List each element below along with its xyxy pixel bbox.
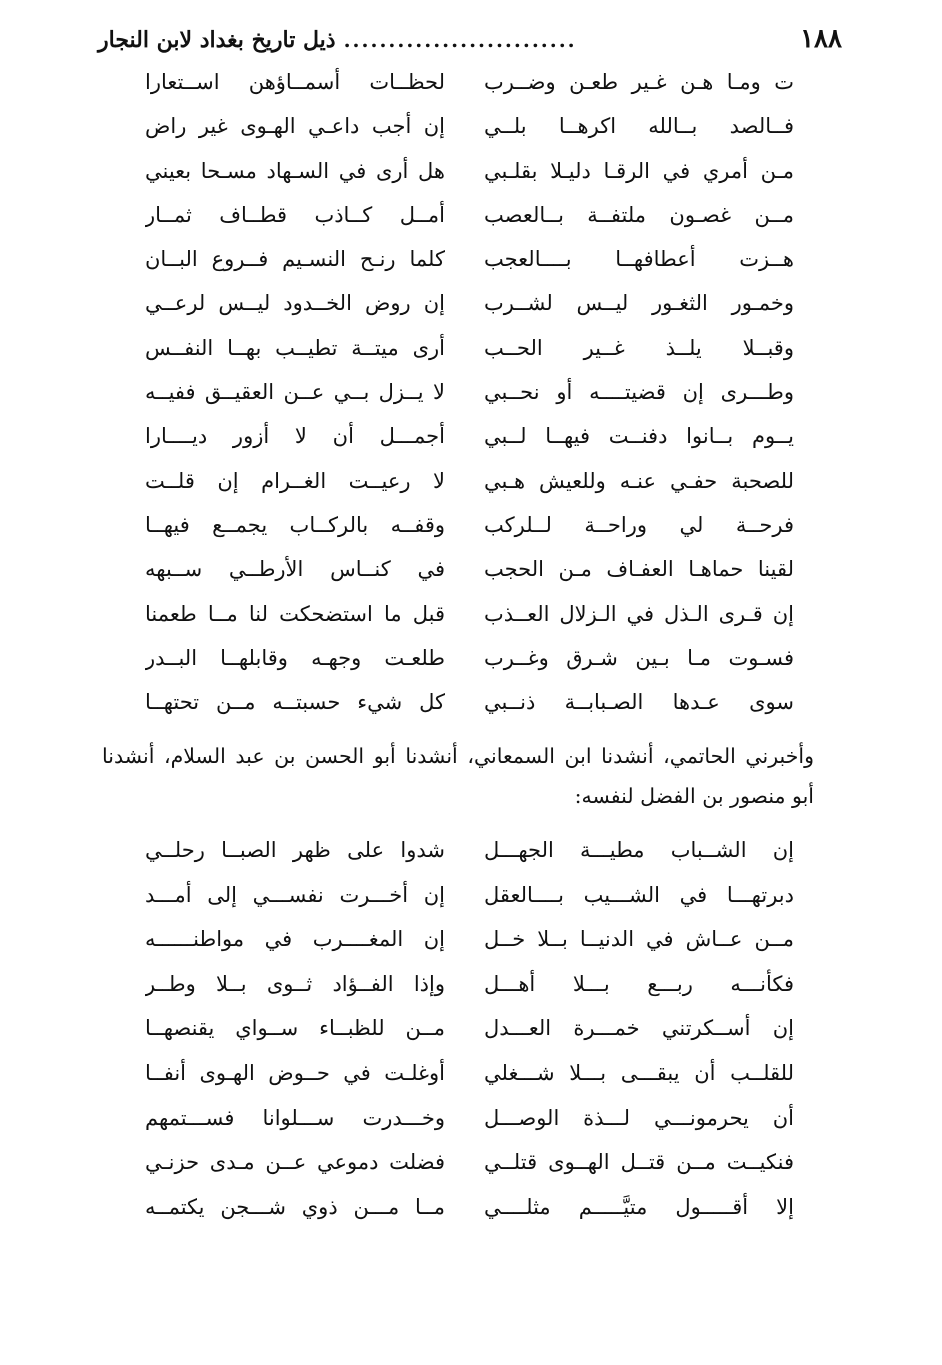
first-hemistich: وخـــدرت ســـلوانا فســـتمهم [145,1105,445,1130]
first-hemistich: وإذا الفــؤاد ثــوى بــلا وطــر [145,971,445,996]
verse [0,106,942,150]
first-hemistich: مــا مـــن ذوي شـــجن يكتمــه [145,1194,445,1219]
second-hemistich: فرحــة لي وراحــة لــلركب [484,512,794,537]
second-hemistich: فــالصد بــالله اكرهــا بلــي [484,114,794,139]
second-hemistich: ت ومـا هـن غـير طعـن وضــرب [484,70,794,94]
verse [0,964,942,1009]
verse [0,328,942,372]
first-hemistich: أمــل كــاذب قطــاف ثمــار [145,202,445,227]
verse [0,372,942,416]
second-hemistich: فسـوت مـا بـين شـرق وغــرب [484,645,794,670]
first-hemistich: في كنــاس الأرطــي ســبهه [145,557,445,582]
verse [0,1142,942,1187]
first-hemistich: فضلت دموعي عــن مـدى حزنـي [145,1150,445,1175]
poem-block-2 [0,830,942,1231]
prose-paragraph [102,736,814,816]
first-hemistich: كل شيء حسبتــه مــن تحتهــا [145,690,445,715]
verse [0,505,942,549]
verse [0,416,942,460]
first-hemistich: أرى ميتــة تطيــب بهــا النفــس [145,335,445,360]
verse [0,461,942,505]
second-hemistich: للصحبة حفـي عنـه وللعيش هـبي [484,468,794,493]
prose-line: وأخبرني الحاتمي، أنشدنا ابن السمعاني، أنشدنا أبو الحسن بن عبد السلام، أنشدنا [102,744,814,768]
second-hemistich: فنكيــت مــن قتــل الهــوى قتلــي [484,1150,794,1175]
second-hemistich: لقينا حماهـا العفـاف مـن الحجب [484,557,794,582]
second-hemistich: يــوم بــانوا دفنــت فيهــا لــبي [484,424,794,449]
first-hemistich: شدوا على ظهر الصبــا رحلــي [145,838,445,862]
second-hemistich: أن يحرمونـــي لـــذة الوصـــل [484,1105,794,1130]
verse [0,239,942,283]
first-hemistich: كلما رنـح النسـيم فــروع البــان [145,247,445,272]
first-hemistich: لا رعيــت الغــرام إن قلــت [145,468,445,493]
verse [0,1187,942,1232]
verse [0,875,942,920]
second-hemistich: مــن غصـون ملتفــة بــالعصب [484,202,794,227]
first-hemistich: إن المغــــرب في مواطنــــــه [145,927,445,952]
verse [0,195,942,239]
second-hemistich: إن الشــباب مطيـــة الجهـــل [484,838,794,862]
verse [0,638,942,682]
second-hemistich: وخمـور الثغـور ليــس لشــرب [484,291,794,316]
verse [0,62,942,106]
second-hemistich: إن قـرى الـذل في الـزلال العــذب [484,601,794,626]
second-hemistich: مــن عــاش في الدنيــا بــلا خــل [484,927,794,952]
second-hemistich: دبرتهـــا في الشـــيب بــــالعقل [484,882,794,907]
first-hemistich: وقفــه بالركــاب يجمــع فيهــا [145,512,445,537]
first-hemistich: قبل ما استضحكت لنا مــا طعمنا [145,601,445,626]
verse [0,919,942,964]
second-hemistich: مـن أمري في الرقـا دليـلا بقلـبي [484,158,794,183]
verse [0,549,942,593]
verse [0,682,942,726]
verse [0,283,942,327]
first-hemistich: أجمـــل أن لا أزور ديــــارا [145,424,445,449]
page-header [98,24,842,64]
first-hemistich: لا يــزل بــي عــن العقيــق ففيــه [145,380,445,405]
header-leader-dots: .......................... [343,28,577,52]
first-hemistich: إن أخـــرت نفســـي إلى أمـــد [145,882,445,907]
first-hemistich: إن أجب داعـي الهـوى غير راض [145,114,445,139]
second-hemistich: هــزت أعطافهــا بــــالعجب [484,247,794,272]
second-hemistich: وطـــرى إن قضيتــــه أو نحــبي [484,380,794,405]
verse [0,830,942,875]
running-title: ذيل تاريخ بغداد لابن النجار [98,27,336,53]
verse [0,594,942,638]
verse [0,1008,942,1053]
first-hemistich: مــن للظبــاء ســواي يقنصهــا [145,1016,445,1041]
first-hemistich: هل أرى في السـهاد مسـحا بعيني [145,158,445,183]
first-hemistich: أوغلـت في حــوض الهـوى أنفــا [145,1060,445,1085]
poem-block-1 [0,62,942,726]
page-number: ١٨٨ [800,24,842,54]
prose-line: أبو منصور بن الفضل لنفسه: [574,784,814,808]
second-hemistich: إلا أقـــــول متيَّـــــم مثلــــي [484,1194,794,1219]
second-hemistich: سوى عـدها الصـبابــة ذنــبي [484,690,794,715]
second-hemistich: للقلــب أن يبقـــى بـــلا شـــغلي [484,1060,794,1085]
second-hemistich: وقبــلا يلــذ غــير الحــب [484,335,794,360]
verse [0,1053,942,1098]
first-hemistich: لحظــات أسمــاؤهن اســتعارا [145,70,445,94]
first-hemistich: إن روض الخــدود ليــس لرعــي [145,291,445,316]
verse [0,1098,942,1143]
second-hemistich: إن أســكرتني خمـــرة العـــدل [484,1016,794,1041]
first-hemistich: طلعـت وجهـه وقابلهــا البــدر [145,645,445,670]
verse [0,151,942,195]
second-hemistich: فكأنـــه ربـــع بـــلا أهـــل [484,971,794,996]
